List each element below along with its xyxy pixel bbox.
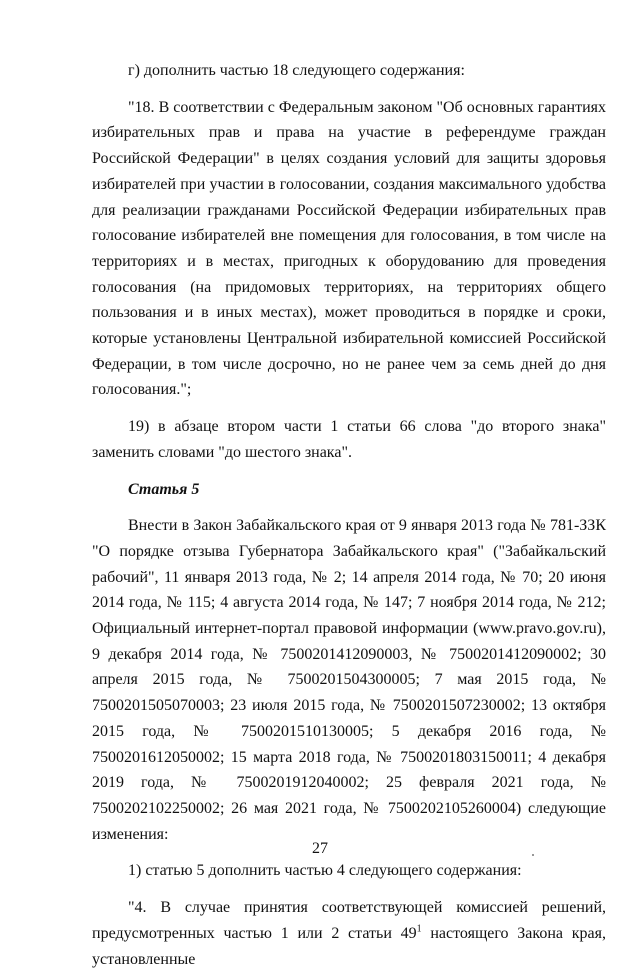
scan-speck <box>532 854 534 856</box>
paragraph-part-4-continuation: настоящего Закона края, установленные <box>92 924 606 968</box>
article-5-heading: Статья 5 <box>128 480 200 498</box>
paragraph-law-amendment-intro: Внести в Закон Забайкальского края от 9 января 2013 года № 781-ЗЗК "О порядке отзыва Губернатора Забайкальского края" ("Забайкальский рабочий", 11 января 2013 года, № 2; 14 апреля 2014 года, № 70; 20 июня 2014 года, № 115; 4 августа 2014 года, № 147; 7 ноября 2014 года, № 212; Официальный интернет-портал правовой информации (www.pravo.gov.ru), 9 декабря 2014 года, № 7500201412090003, № 7500201412090002; 30 апреля 2015 года, № 7500201504300005; 7 мая 2015 года, № 7500201505070003; 23 июля 2015 года, № 7500201507230002; 13 октября 2015 года, № 7500201510130005; 5 декабря 2016 года, № 7500201612050002; 15 марта 2018 года, № 7500201803150011; 4 декабря 2019 года, № 7500201912040002; 25 февраля 2021 года, № 7500202102250002; 26 мая 2021 года, № 7500202105260004) следующие изменения: <box>92 517 606 843</box>
article-superscript: 1 <box>416 923 422 935</box>
document-body <box>92 58 606 972</box>
paragraph-gap <box>92 403 606 414</box>
paragraph-part-18: "18. В соответствии с Федеральным законом "Об основных гарантиях избирательных прав и права на участие в референдуме граждан Российской Федерации" в целях создания условий для защиты здоровья избирателей при участии в голосовании, создания максимального удобства для реализации гражданами Российской Федерации избирательных прав голосование избирателей вне помещения для голосования, в том числе на территориях и в местах, пригодных к оборудованию для проведения голосования (на придомовых территориях, на территориях общего пользования и в иных местах), может проводиться в порядке и сроки, которые установлены Центральной избирательной комиссией Российской Федерации, в том числе досрочно, но не ранее чем за семь дней до дня голосования."; <box>92 98 606 399</box>
paragraph-amendment-19: 19) в абзаце втором части 1 статьи 66 слова "до второго знака" заменить словами "до шестого знака". <box>92 418 606 461</box>
paragraph-gap <box>92 502 606 513</box>
paragraph-gap <box>92 466 606 477</box>
page-number: 27 <box>312 840 328 857</box>
paragraph-amendment-1: 1) статью 5 дополнить частью 4 следующего содержания: <box>128 862 522 880</box>
paragraph-part-4 <box>92 895 606 972</box>
paragraph-gap <box>92 84 606 95</box>
paragraph-gap <box>92 884 606 895</box>
paragraph-part-4-text: "4. В случае принятия соответствующей комиссией решений, предусмотренных частью 1 или 2 статьи 49 <box>92 899 606 942</box>
paragraph-amendment-g: г) дополнить частью 18 следующего содержания: <box>128 62 465 79</box>
